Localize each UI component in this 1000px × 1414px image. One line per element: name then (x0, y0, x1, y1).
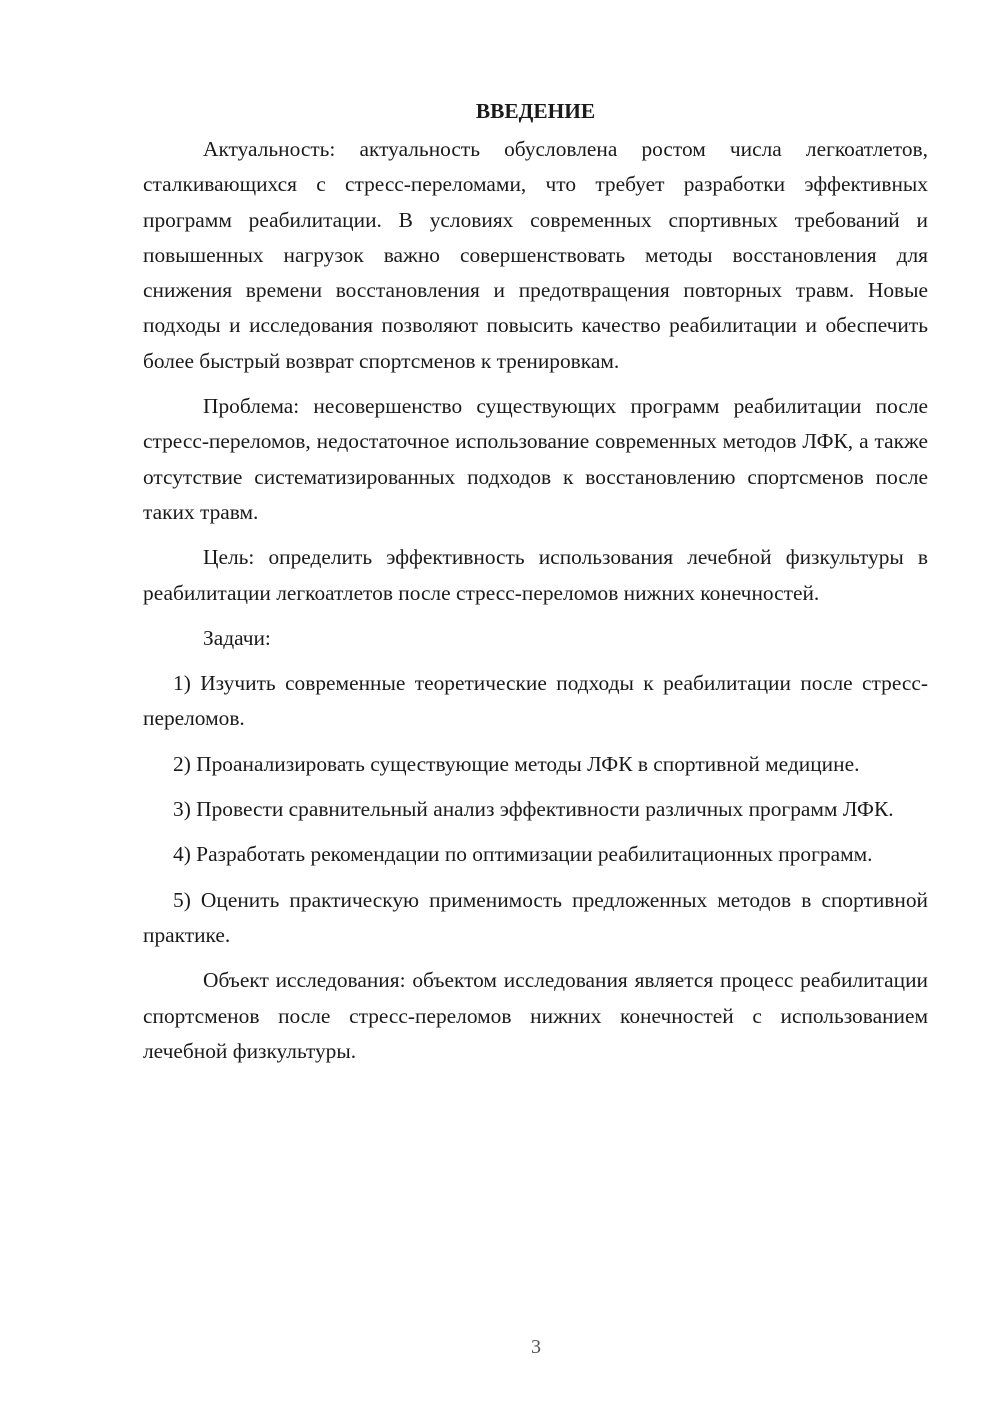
task-item: 5) Оценить практическую применимость предложенных методов в спортивной практике. (143, 887, 928, 947)
paragraph-problem: Проблема: несовершенство существующих программ реабилитации после стресс-переломов, недостаточное использование современных методов ЛФК, а также отсутствие систематизированных подходов к восстановлению спортсменов после таких травм. (143, 394, 928, 524)
task-item: 3) Провести сравнительный анализ эффективности различных программ ЛФК. (173, 797, 894, 822)
tasks-label: Задачи: (203, 625, 271, 650)
paragraph-relevance: Актуальность: актуальность обусловлена ростом числа легкоатлетов, сталкивающихся с стресс-переломами, что требует разработки эффективных программ реабилитации. В условиях современных спортивных требований и повышенных нагрузок важно совершенствовать методы восстановления для снижения времени восстановления и предотвращения повторных травм. Новые подходы и исследования позволяют повысить качество реабилитации и обеспечить более быстрый возврат спортсменов к тренировкам. (143, 137, 928, 373)
paragraph-object: Объект исследования: объектом исследования является процесс реабилитации спортсменов после стресс-переломов нижних конечностей с использованием лечебной физкультуры. (143, 968, 928, 1063)
paragraph-goal: Цель: определить эффективность использования лечебной физкультуры в реабилитации легкоатлетов после стресс-переломов нижних конечностей. (143, 545, 928, 605)
document-page (143, 96, 928, 1079)
page-number: 3 (531, 1336, 541, 1358)
task-item: 1) Изучить современные теоретические подходы к реабилитации после стресс-переломов. (143, 671, 928, 731)
task-item: 4) Разработать рекомендации по оптимизации реабилитационных программ. (173, 842, 873, 867)
task-item: 2) Проанализировать существующие методы ЛФК в спортивной медицине. (173, 751, 860, 776)
section-heading: ВВЕДЕНИЕ (475, 99, 596, 123)
